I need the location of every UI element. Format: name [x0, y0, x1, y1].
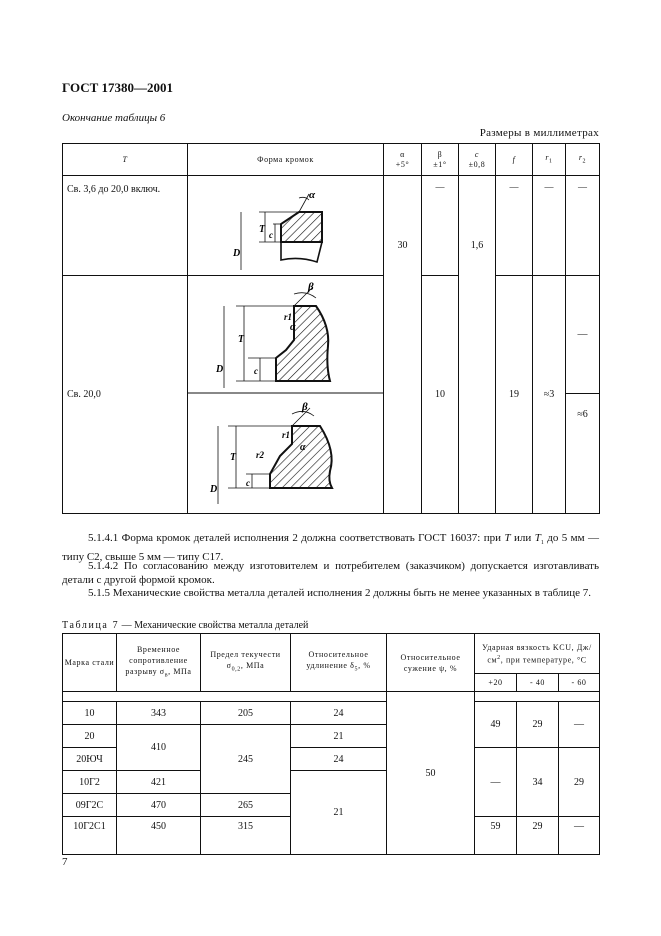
drawing3-beta-label: β — [302, 401, 308, 413]
header-yield: Предел текучести $\sigma_{0,2}$, МПа — [201, 634, 291, 692]
row1-f: — — [496, 176, 533, 276]
tensile-10g2s1: 450 — [117, 817, 201, 855]
drawing2-D-label: D — [216, 364, 224, 375]
kcu-g2-m40: 34 — [517, 748, 559, 817]
table-6 — [62, 143, 600, 514]
r2-cell — [566, 276, 600, 514]
tensile-09g2s: 470 — [117, 794, 201, 817]
grade-10g2s1: 10Г2С1 — [63, 817, 117, 855]
drawing3-T-label: T — [230, 452, 237, 463]
paragraph-5-1-4-1: 5.1.4.1 Форма кромок деталей исполнения 2 должна соответствовать ГОСТ 16037: при T или $T_1$ до 5 мм — типу С2, свыше 5 мм — типу С17. — [62, 532, 600, 564]
reduction-value: 50 — [387, 692, 475, 855]
drawing2-beta-label: β — [308, 281, 314, 293]
header-alpha: α +5° — [384, 144, 422, 176]
elong-20yuch: 24 — [291, 748, 387, 771]
yield-09g2s: 265 — [201, 794, 291, 817]
grade-10g2: 10Г2 — [63, 771, 117, 794]
paragraph-5-1-4-2: 5.1.4.2 По согласованию между изготовителем и потребителем (заказчиком) допускается изготавливать детали с другой формой кромок. — [62, 560, 599, 586]
header-edge-form: Форма кромок — [188, 144, 384, 176]
header-f: f — [496, 144, 533, 176]
header-kcu: Ударная вязкость KCU, $Дж/см^2$, при температуре, °С — [475, 634, 600, 674]
tensile-20: 410 — [117, 725, 201, 771]
kcu-g1-p20: 49 — [475, 702, 517, 748]
header-c: c ±0,8 — [459, 144, 496, 176]
r1-value: ≈3 — [533, 276, 566, 514]
r2-value-bottom: ≈6 — [577, 408, 588, 420]
header-elongation: Относительное удлинение $\delta_5$, % — [291, 634, 387, 692]
kcu-g2-m60: 29 — [559, 748, 600, 817]
document-header: ГОСТ 17380—2001 — [62, 80, 174, 95]
drawing3-c-label: c — [246, 478, 250, 488]
kcu-g1-m60: — — [559, 702, 600, 748]
alpha-value: 30 — [384, 176, 422, 514]
paragraph-5-1-5: 5.1.5 Механические свойства металла деталей исполнения 2 должны быть не менее указанных в таблице 7. — [88, 587, 592, 599]
page-number: 7 — [62, 856, 68, 868]
edge-drawings-2 — [188, 276, 384, 510]
c-value: 1,6 — [459, 176, 496, 514]
yield-10g2s1: 315 — [201, 817, 291, 855]
units-note: Размеры в миллиметрах — [479, 127, 599, 139]
drawing2-T-label: T — [238, 334, 245, 345]
row2-drawings — [188, 276, 384, 514]
drawing1-T-label: T — [258, 224, 265, 235]
drawing3-r1-label: r1 — [282, 430, 291, 440]
header-t-minus60: - 60 — [559, 674, 600, 692]
header-reduction: Относительное сужение ψ, % — [387, 634, 475, 692]
drawing1-c-label: c — [268, 230, 273, 240]
drawing2-c-label: c — [254, 366, 258, 376]
yield-10: 205 — [201, 702, 291, 725]
table-7 — [62, 633, 600, 855]
grade-09g2s: 09Г2С — [63, 794, 117, 817]
header-t-plus20: +20 — [475, 674, 517, 692]
kcu-g1-m40: 29 — [517, 702, 559, 748]
beta-value: 10 — [422, 276, 459, 514]
row2-T: Св. 20,0 — [63, 276, 188, 514]
elong-20: 21 — [291, 725, 387, 748]
table-continuation-label: Окончание таблицы 6 — [62, 112, 166, 124]
edge-drawing-1 — [189, 176, 383, 272]
drawing1-alpha-label: α — [308, 189, 315, 201]
row1-T: Св. 3,6 до 20,0 включ. — [63, 176, 188, 276]
elong-group: 21 — [291, 771, 387, 855]
grade-20yuch: 20ЮЧ — [63, 748, 117, 771]
drawing2-alpha-label: α — [290, 322, 296, 333]
header-t-minus40: - 40 — [517, 674, 559, 692]
f-value: 19 — [496, 276, 533, 514]
drawing2-r1-label: r1 — [284, 312, 293, 322]
drawing3-alpha-label: α — [300, 442, 306, 453]
kcu-g3-m60: — — [559, 817, 600, 855]
tensile-10: 343 — [117, 702, 201, 725]
row1-r2: — — [566, 176, 600, 276]
elong-10: 24 — [291, 702, 387, 725]
tensile-10g2: 421 — [117, 771, 201, 794]
header-beta: β ±1° — [422, 144, 459, 176]
yield-20: 245 — [201, 725, 291, 794]
r2-value-top: — — [566, 276, 599, 394]
table-7-caption: Таблица 7 — Механические свойства металла деталей — [62, 620, 309, 631]
kcu-g3-p20: 59 — [475, 817, 517, 855]
header-r2: $r_2$ — [566, 144, 600, 176]
header-T: T — [63, 144, 188, 176]
row1-beta: — — [422, 176, 459, 276]
header-r1: $r_1$ — [533, 144, 566, 176]
drawing1-D-label: D — [232, 248, 240, 259]
grade-10: 10 — [63, 702, 117, 725]
grade-20: 20 — [63, 725, 117, 748]
drawing3-r2-label: r2 — [256, 450, 265, 460]
kcu-g3-m40: 29 — [517, 817, 559, 855]
header-grade: Марка стали — [63, 634, 117, 692]
row1-drawing — [188, 176, 384, 276]
kcu-g2-p20: — — [475, 748, 517, 817]
header-tensile: Временное сопротивление разрыву $\sigma_в$, МПа — [117, 634, 201, 692]
row1-r1: — — [533, 176, 566, 276]
drawing3-D-label: D — [210, 484, 218, 495]
